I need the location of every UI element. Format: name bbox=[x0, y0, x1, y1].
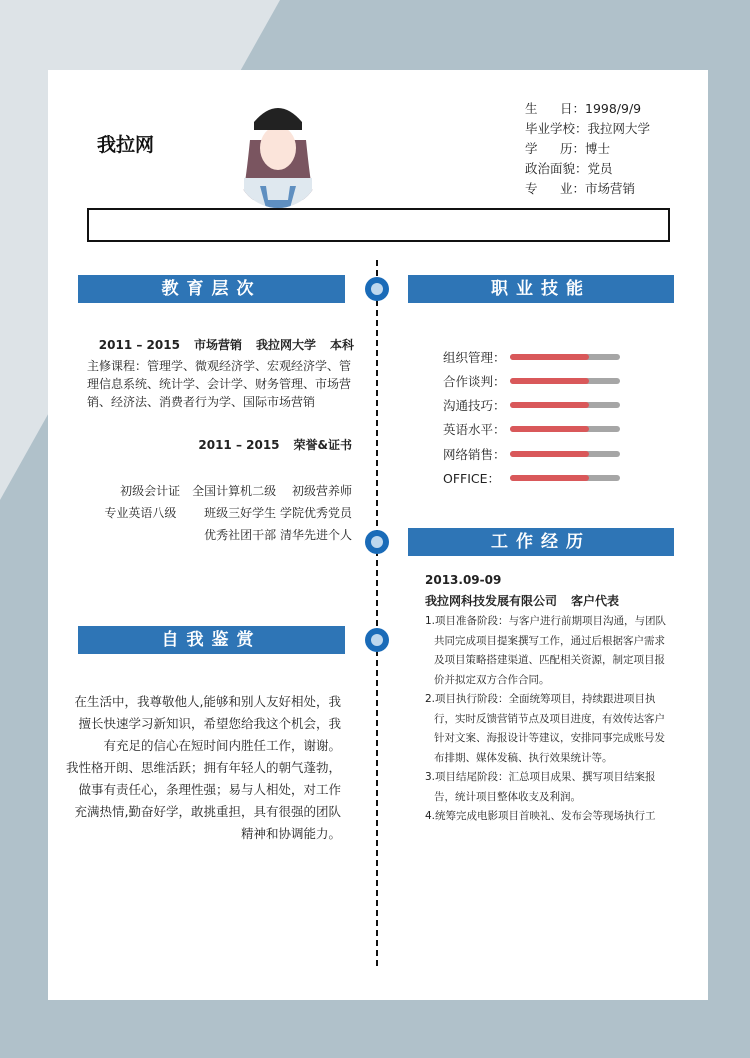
section-header-skills: 职业技能 bbox=[408, 275, 674, 303]
skill-row: OFFICE： bbox=[443, 469, 620, 487]
avatar bbox=[236, 100, 320, 208]
skill-row: 组织管理： bbox=[443, 348, 620, 366]
skill-row: 英语水平： bbox=[443, 420, 620, 438]
timeline-dot bbox=[365, 277, 389, 301]
honors-heading: 2011 – 2015 荣誉&证书 bbox=[198, 438, 352, 452]
skill-row: 沟通技巧： bbox=[443, 396, 620, 414]
honors-list: 初级会计证 全国计算机二级 初级营养师 专业英语八级 班级三好学生 学院优秀党员 优秀社团干部 清华先进个人 bbox=[104, 484, 352, 542]
education-heading: 2011 – 2015 市场营销 我拉网大学 本科 bbox=[98, 338, 354, 352]
timeline-dot bbox=[365, 628, 389, 652]
courses: 主修课程：管理学、微观经济学、宏观经济学、管 理信息系统、统计学、会计学、财务管理、市场营 销、经济法、消费者行为学、国际市场营销 bbox=[87, 359, 352, 409]
personal-info: 生 日： 1998/9/9 毕业学校 ： 我拉网大学 学 历： 博士 政治面貌 ： 党员 专 业： 市场营销 bbox=[525, 101, 651, 196]
timeline-dot bbox=[365, 530, 389, 554]
skill-row: 网络销售： bbox=[443, 445, 620, 463]
timeline-line bbox=[376, 260, 378, 966]
section-header-work: 工作经历 bbox=[408, 528, 674, 556]
candidate-name: 我拉网 bbox=[97, 134, 155, 156]
section-header-self: 自我鉴赏 bbox=[78, 626, 345, 654]
contact-box bbox=[87, 208, 670, 242]
skill-row: 合作谈判： bbox=[443, 372, 620, 390]
section-header-education: 教育层次 bbox=[78, 275, 345, 303]
self-evaluation: 在生活中，我尊敬他人,能够和别人友好相处，我 擅长快速学习新知识，希望您给我这个机会，我 有充足的信心在短时间内胜任工作，谢谢。 我性格开朗、思维活跃；拥有年轻人的朝气蓬勃， 做事有责任心，条理性强；易与人相处，对工作 充满热情,勤奋好学，敢挑重担，具有很强的团队 精神和协调能力。 bbox=[65, 694, 341, 841]
work-entry: 2013.09-09 我拉网科技发展有限公司 客户代表 1.项目准备阶段：与客户进行前期项目沟通，与团队共同完成项目提案撰写工作，通过后根据客户需求及项目策略搭建渠道、匹配相关资源，制定项目报价并拟定双方合作合同。 2.项目执行阶段：全面统筹项目，持续跟进项目执行，实时反馈营销节点及项目进度，有效传达客户针对文案、海报设计等建议，安排同事完成账号发布排期、媒体发稿、执行效果统计等。 3.项目结尾阶段：汇总项目成果、撰写项目结案报告，统计项目整体收支及利润。 4.统筹完成电影项目首映礼、发布会等现场执行工 bbox=[425, 573, 667, 822]
